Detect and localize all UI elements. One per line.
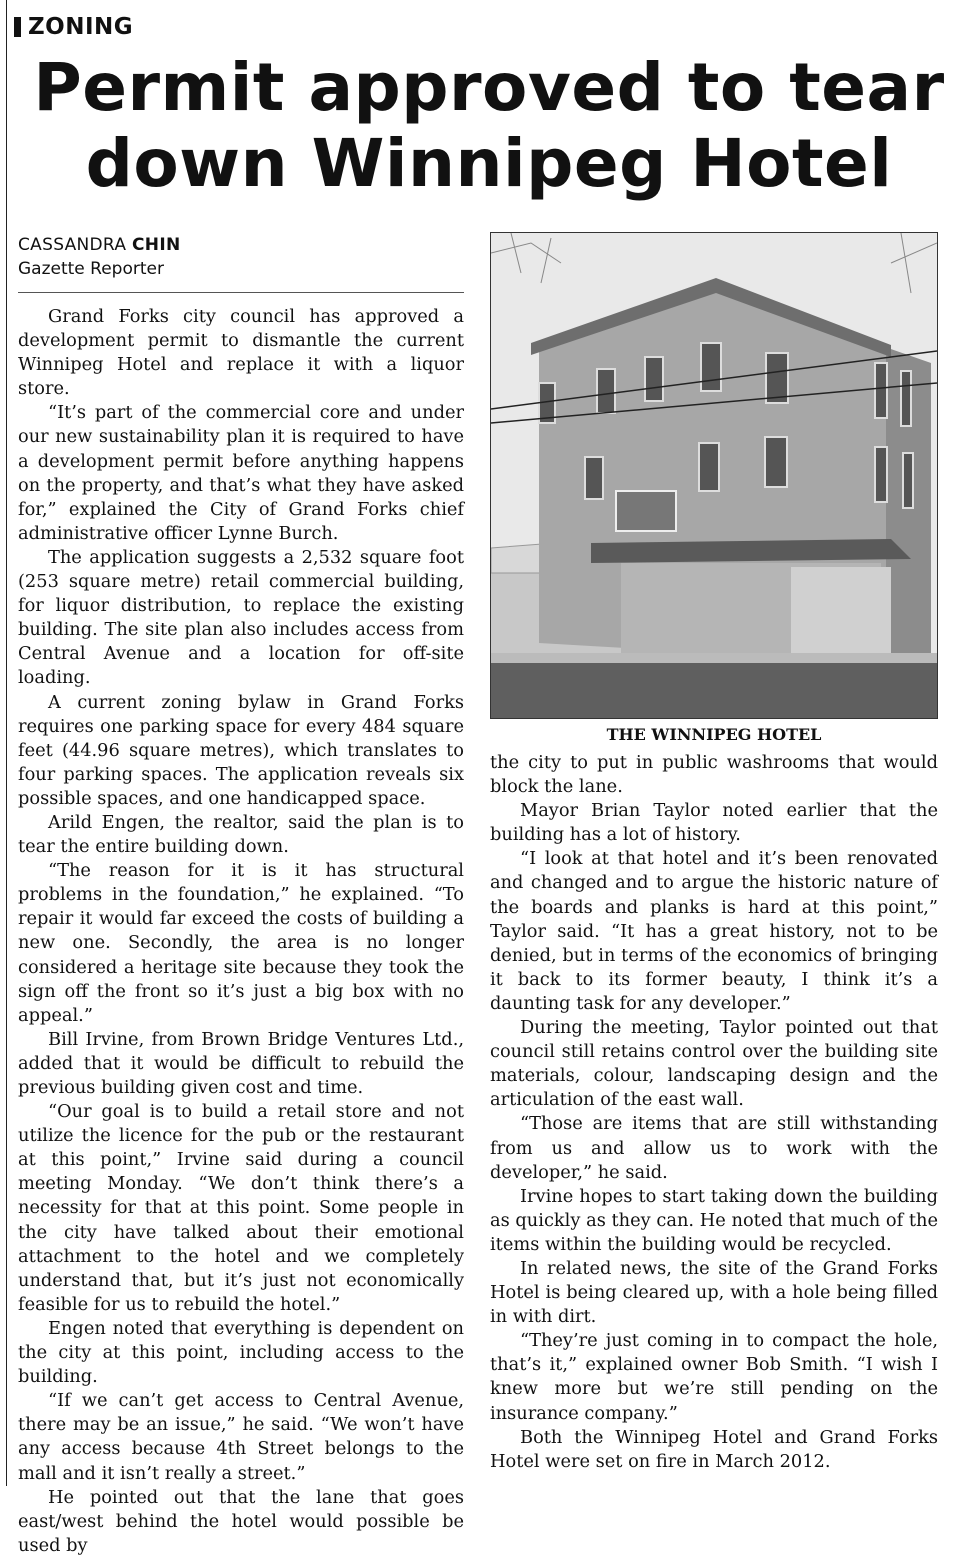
hotel-photo [490, 232, 938, 719]
headline-line-1: Permit approved to tear [33, 49, 945, 126]
article-paragraph: During the meeting, Taylor pointed out that council still retains control over the building site materials, colour, landscaping design and the articulation of the east wall. [490, 1017, 938, 1111]
headline [14, 50, 964, 202]
section-label [14, 14, 133, 40]
article-paragraph: Bill Irvine, from Brown Bridge Ventures Ltd., added that it would be difficult to rebuild the previous building given cost and time. [18, 1028, 464, 1098]
article-paragraph: Both the Winnipeg Hotel and Grand Forks Hotel were set on fire in March 2012. [490, 1426, 938, 1472]
section-label-text: ZONING [28, 14, 134, 40]
article-paragraph: In related news, the site of the Grand Forks Hotel is being cleared up, with a hole being filled in with dirt. [490, 1257, 938, 1328]
article-paragraph: “Our goal is to build a retail store and not utilize the licence for the pub or the restaurant at this point,” Irvine said during a council meeting Monday. “We don’t think there’s a necessity for that at this point. Some people in the city have talked about their emotional attachment to the hotel and we completely understand that, but it’s just not economically feasible for us to rebuild the hotel.” [18, 1101, 464, 1315]
boarded-windows [791, 567, 891, 653]
byline-divider [18, 292, 464, 293]
street [491, 658, 937, 718]
article-paragraph: Arild Engen, the realtor, said the plan is to tear the entire building down. [18, 811, 464, 858]
article-paragraph: The application suggests a 2,532 square foot (253 square metre) retail commercial building, for liquor distribution, to replace the existing building. The site plan also includes access from Central Avenue and a location for off-site loading. [18, 546, 464, 689]
article-paragraph-continued: the city to put in public washrooms that would block the lane. [490, 752, 938, 798]
article-paragraph: A current zoning bylaw in Grand Forks requires one parking space for every 484 square feet (44.96 square metres), which translates to four parking spaces. The application reveals six possible spaces, and one handicapped space. [18, 691, 464, 809]
hotel-balcony [616, 491, 676, 531]
article-paragraph: Engen noted that everything is dependent on the city at this point, including access to the building. [18, 1317, 464, 1388]
article-paragraph: “The reason for it is it has structural problems in the foundation,” he explained. “To repair it would far exceed the costs of building a new one. Secondly, the area is no longer considered a heritage site because they took the sign off the front so it’s just a big box with no appeal.” [18, 860, 464, 1026]
article-paragraph: Mayor Brian Taylor noted earlier that the building has a lot of history. [490, 800, 938, 846]
author-first-name: CASSANDRA [18, 235, 127, 255]
section-marker [14, 17, 21, 37]
article-paragraph: Irvine hopes to start taking down the building as quickly as they can. He noted that much of the items within the building would be recycled. [490, 1185, 938, 1255]
article-paragraph: He pointed out that the lane that goes east/west behind the hotel would possible be used by [18, 1486, 464, 1556]
hotel-awning [591, 539, 911, 563]
article-paragraph: “They’re just coming in to compact the hole, that’s it,” explained owner Bob Smith. “I wish I knew more but we’re still pending on the insurance company.” [490, 1330, 938, 1424]
article-paragraph: Grand Forks city council has approved a development permit to dismantle the current Winnipeg Hotel and replace it with a liquor store. [18, 306, 464, 400]
article-paragraph: “I look at that hotel and it’s been renovated and changed and to argue the historic nature of the boards and planks is hard at this point,” Taylor said. “It has a great history, not to be denied, but in terms of the economics of bringing it back to its former beauty, I think it’s a daunting task for any developer.” [490, 848, 938, 1014]
hotel-photo-illustration [491, 233, 937, 718]
article-paragraph: “Those are items that are still withstanding from us and allow us to work with the developer,” he said. [490, 1113, 938, 1183]
article-paragraph: “If we can’t get access to Central Avenue, there may be an issue,” he said. “We won’t have any access because 4th Street belongs to the mall and it isn’t really a street.” [18, 1390, 464, 1484]
article-column-right [490, 751, 938, 1474]
author-last-name: CHIN [132, 235, 181, 255]
photo-caption: THE WINNIPEG HOTEL [606, 725, 822, 744]
byline [18, 233, 180, 281]
article-column-left [18, 305, 464, 1558]
headline-line-2: down Winnipeg Hotel [85, 125, 893, 202]
article-paragraph: “It’s part of the commercial core and under our new sustainability plan it is required to have a development permit before anything happens on the property, and that’s what they have asked for,” explained the City of Grand Forks chief administrative officer Lynne Burch. [18, 402, 464, 544]
page-margin-rule [6, 0, 7, 1486]
byline-role: Gazette Reporter [18, 259, 164, 279]
sidewalk [491, 653, 937, 663]
byline-author [18, 233, 180, 257]
